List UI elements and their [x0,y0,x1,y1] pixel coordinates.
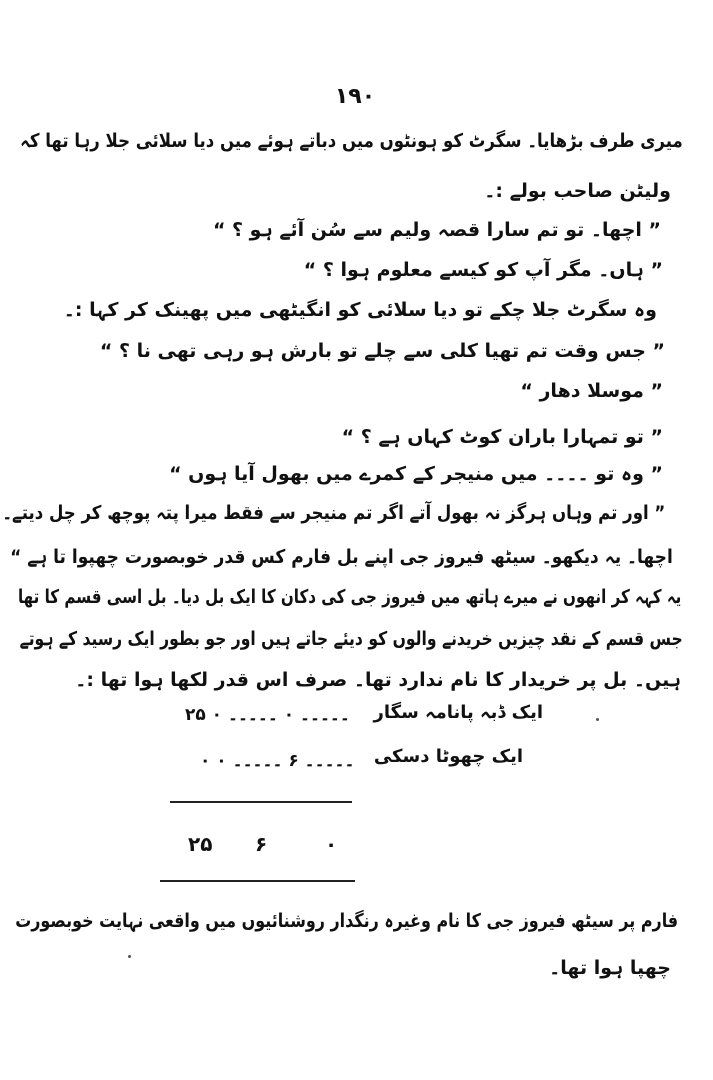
bill-item-2-amount: ۰ ۔۔۔۔۔ ۶ ۔۔۔۔۔ ۰ [200,751,355,771]
text-line-7: ” موسلا دھار “ [520,380,663,402]
text-line-13: جس قسم کے نقد چیزیں خریدنے والوں کو دیئے جاتے ہیں اور جو بطور ایک رسید کے ہوتے [19,628,683,650]
text-line-1: میری طرف بڑھایا۔ سگرٹ کو ہونٹوں میں دباتے ہوئے میں دیا سلائی جلا رہا تھا کہ [20,130,683,152]
text-line-10: ” اور تم وہاں ہرگز نہ بھول آتے اگر تم منیجر سے فقط میرا پتہ پوچھ کر چل دیتے۔ [1,502,665,524]
page-speck [128,955,131,958]
text-line-14: ہیں۔ بل پر خریدار کا نام ندارد تھا۔ صرف اس قدر لکھا ہوا تھا :۔ [75,669,681,691]
text-line-4: ” ہاں۔ مگر آپ کو کیسے معلوم ہوا ؟ “ [303,259,663,281]
text-line-6: ” جس وقت تم تھیا کلی سے چلے تو بارش ہو رہی تھی نا ؟ “ [99,340,665,362]
bill-total-rupees: ۲۵ [188,832,213,856]
page-number: ۱۹۰ [334,84,376,109]
text-line-9: ” وہ تو ۔۔۔۔ میں منیجر کے کمرے میں بھول آیا ہوں “ [169,463,663,485]
bill-rule-top [170,801,352,803]
bill-rule-bottom [160,880,355,882]
bill-total-pies: ۰ [325,832,338,856]
bill-item-2-description: ایک چھوٹا دسکی [373,746,523,767]
text-line-2: ولیٹن صاحب بولے :۔ [484,180,671,202]
bill-item-1-amount: ۲۵ ۔۔۔۔۔ ۰ ۔۔۔۔۔ ۰ [185,705,350,725]
text-line-3: ” اچھا۔ تو تم سارا قصہ ولیم سے سُن آئے ہو ؟ “ [212,219,661,241]
page-speck [596,718,599,721]
text-line-11: اچھا۔ یہ دیکھو۔ سیٹھ فیروز جی اپنے بل فارم کس قدر خوبصورت چھپوا تا ہے “ [10,546,673,568]
text-line-5: وہ سگرٹ جلا چکے تو دیا سلائی کو انگیٹھی میں پھینک کر کہا :۔ [63,299,657,321]
text-line-8: ” تو تمہارا باران کوٹ کہاں ہے ؟ “ [341,426,663,448]
bill-total-annas: ۶ [255,832,268,856]
closing-line-1: فارم پر سیٹھ فیروز جی کا نام وغیرہ رنگدار روشنائیوں میں واقعی نہایت خوبصورت [15,910,678,932]
closing-line-2: چھپا ہوا تھا۔ [549,957,671,979]
text-line-12: یہ کہہ کر انھوں نے میرے ہاتھ میں فیروز جی کی دکان کا ایک بل دیا۔ بل اسی قسم کا تھا [17,586,681,608]
bill-item-1-description: ایک ڈبہ پانامہ سگار [373,702,543,723]
